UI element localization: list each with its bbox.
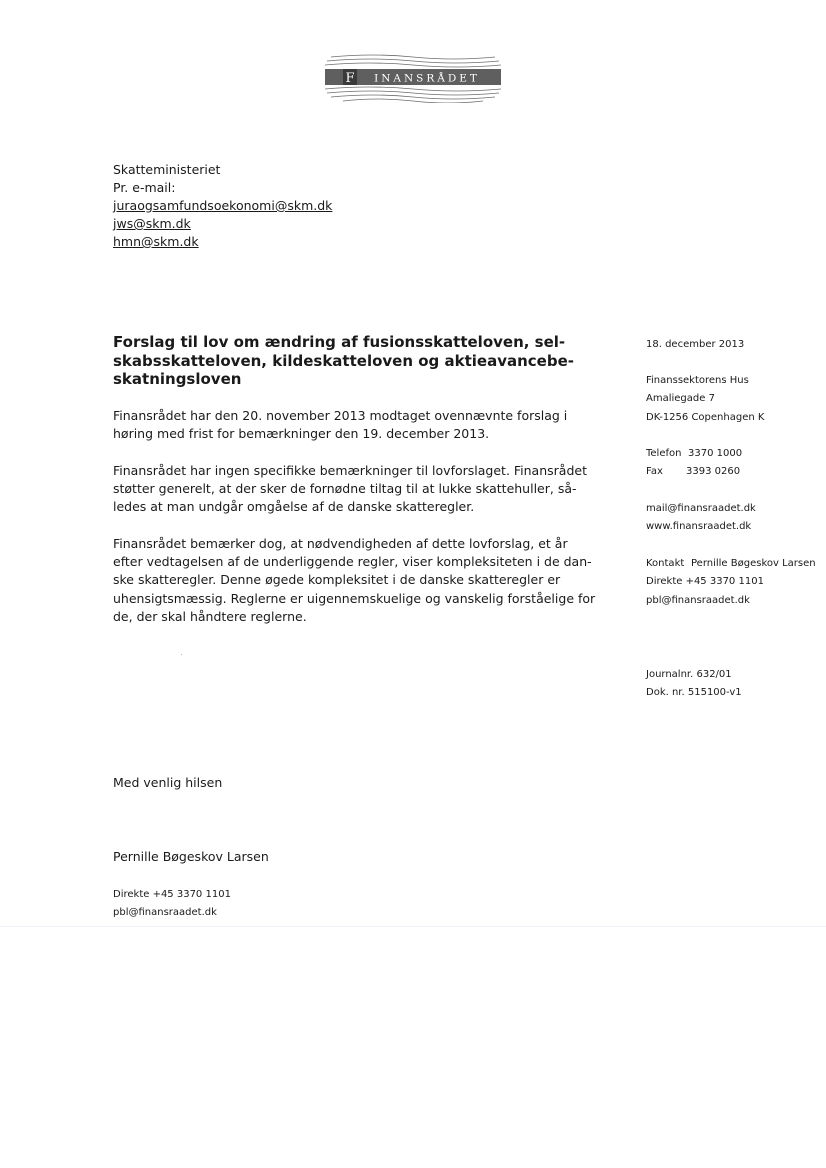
recipient-email-link[interactable]: jws@skm.dk <box>113 216 191 231</box>
scan-speck <box>181 654 182 655</box>
recipient-org: Skatteministeriet <box>113 162 221 177</box>
subject-line: Forslag til lov om ændring af fusionsskatteloven, sel- <box>113 333 566 351</box>
journal-number: Journalnr. 632/01 <box>646 669 732 680</box>
doc-number: Dok. nr. 515100-v1 <box>646 687 742 699</box>
recipient-email-link[interactable]: juraogsamfundsoekonomi@skm.dk <box>113 198 333 213</box>
subject-line: skabsskatteloven, kildeskatteloven og aktieavancebe- <box>113 351 574 370</box>
finansraadet-logo <box>323 53 503 103</box>
signer-email-link[interactable]: pbl@finansraadet.dk <box>113 907 217 918</box>
fax-label: Fax <box>646 466 663 478</box>
sender-online <box>646 500 756 537</box>
signer-name: Pernille Bøgeskov Larsen <box>113 849 269 864</box>
contact-direct: Direkte +45 3370 1101 <box>646 576 764 588</box>
phone-row <box>646 445 742 463</box>
contact-email-link[interactable]: pbl@finansraadet.dk <box>646 594 750 606</box>
phone-label: Telefon <box>646 448 682 459</box>
letter-subject <box>113 333 593 389</box>
address-street: Amaliegade 7 <box>646 393 715 405</box>
signer-direct: Direkte +45 3370 1101 <box>113 889 231 900</box>
sender-address <box>646 372 764 427</box>
body-line: de, der skal håndtere reglerne. <box>113 608 307 624</box>
body-line: høring med frist for bemærkninger den 19. december 2013. <box>113 426 490 442</box>
contact-row <box>646 555 816 573</box>
document-reference <box>646 666 742 703</box>
contact-label: Kontakt <box>646 558 685 569</box>
recipient-via: Pr. e-mail: <box>113 180 176 195</box>
body-paragraph-2 <box>113 462 587 517</box>
body-line: støtter generelt, at der sker de fornødne tiltag til at lukke skattehuller, så- <box>113 481 577 497</box>
fax-value: 3393 0260 <box>686 466 741 478</box>
signer-contact <box>113 886 231 922</box>
body-line: efter vedtagelsen af de underliggende regler, viser kompleksiteten i de dan- <box>113 554 592 570</box>
letter-date: 18. december 2013 <box>646 339 745 350</box>
subject-line: skatningsloven <box>113 370 242 388</box>
body-paragraph-1 <box>113 407 567 443</box>
sender-phone-fax <box>646 445 742 482</box>
recipient-email-link[interactable]: hmn@skm.dk <box>113 234 199 249</box>
body-line: ske skatteregler. Denne øgede kompleksitet i de danske skatteregler er <box>113 572 561 588</box>
address-city: DK-1256 Copenhagen K <box>646 411 765 423</box>
body-line: ledes at man undgår omgåelse af de danske skatteregler. <box>113 499 475 515</box>
phone-value: 3370 1000 <box>688 448 743 459</box>
sender-web-link[interactable]: www.finansraadet.dk <box>646 521 752 533</box>
recipient-block <box>113 161 332 251</box>
wave-logo-icon <box>323 53 503 103</box>
body-line: Finansrådet har ingen specifikke bemærkninger til lovforslaget. Finansrådet <box>113 463 587 478</box>
body-paragraph-3 <box>113 535 595 626</box>
closing-greeting: Med venlig hilsen <box>113 775 223 790</box>
fax-row <box>646 463 742 481</box>
address-building: Finanssektorens Hus <box>646 375 749 386</box>
body-line: Finansrådet bemærker dog, at nødvendigheden af dette lovforslag, et år <box>113 536 568 551</box>
page-divider <box>0 926 826 927</box>
body-line: Finansrådet har den 20. november 2013 modtaget ovennævnte forslag i <box>113 408 568 423</box>
contact-name: Pernille Bøgeskov Larsen <box>691 558 816 569</box>
logo-text: INANSRÅDET <box>374 72 480 85</box>
logo-initial: F <box>345 71 355 86</box>
body-line: uhensigtsmæssig. Reglerne er uigennemskuelige og vanskelig forståelige for <box>113 590 596 606</box>
contact-person <box>646 555 816 610</box>
sender-email-link[interactable]: mail@finansraadet.dk <box>646 503 756 514</box>
